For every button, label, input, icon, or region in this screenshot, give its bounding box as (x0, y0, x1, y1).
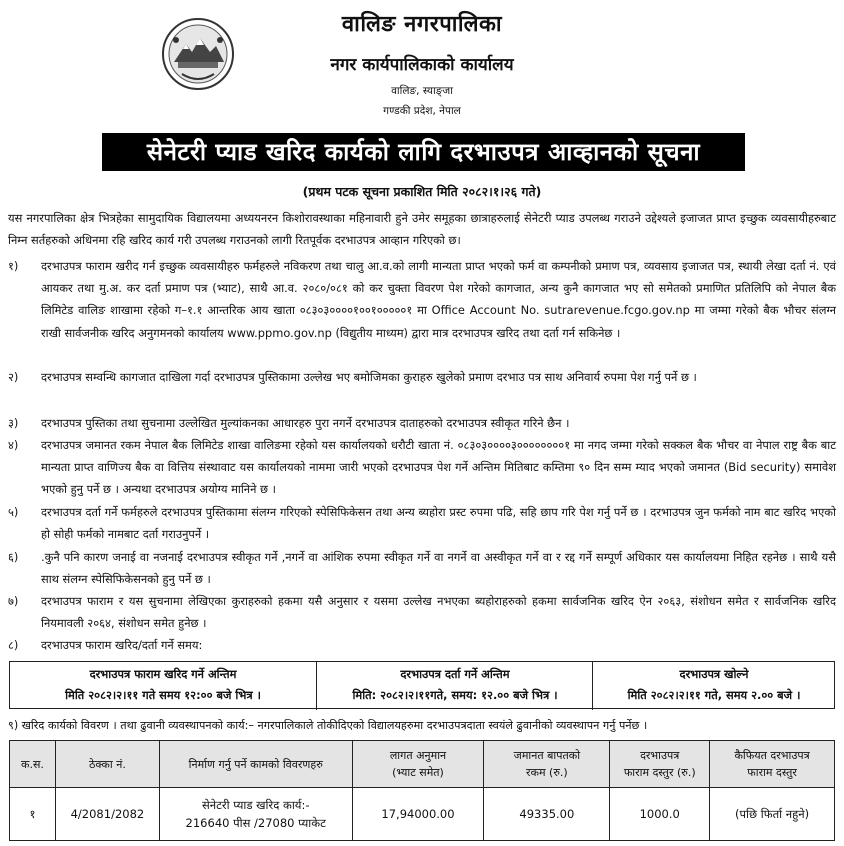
cell-bid-security: 49335.00 (484, 788, 610, 841)
cell-estimate: 17,94000.00 (352, 788, 484, 841)
schedule-label: दरभाउपत्र फाराम खरिद गर्ने अन्तिम (89, 667, 237, 681)
publication-date: (प्रथम पटक सूचना प्रकाशित मिति २०८२।१।२६ गते) (302, 184, 542, 199)
clause-number: ८) (8, 638, 19, 652)
cell-form-fee: 1000.0 (610, 788, 710, 841)
clause-3 (8, 412, 836, 434)
office-address: वालिङ, स्याङ्जा (391, 85, 453, 97)
col-header-description (159, 741, 352, 788)
col-header-estimate (352, 741, 484, 788)
intro-paragraph: यस नगरपालिका क्षेत्र भित्रहेका सामुदायिक विद्यालयमा अध्ययनरन किशोरावस्थाका महिनावारी हुने उमेर समूहका छात्राहरुलाई सेनेटरी प्याड उपलब्ध गराउने उद्देश्यले इजाजत प्राप्त इच्छुक व्यवसायीहरुबाट निम्न सर्तहरुको अधिनमा रहि खरिद कार्य गरी उपलब्ध गराउनको लागी रितपूर्वक दरभाउपत्र आव्हान गरिएको छ। (8, 211, 836, 248)
schedule-value: मिति २०८२।२।११ गते समय १२:०० बजे भित्र । (65, 688, 261, 702)
cell-description: सेनेटरी प्याड खरिद कार्य:- 216640 पीस /27080 प्याकेट (159, 788, 352, 841)
clause-number: ६) (8, 550, 19, 564)
municipality-name: वालिङ नगरपालिका (341, 12, 503, 37)
clause-number: २) (8, 370, 19, 384)
province-name: गण्डकी प्रदेश, नेपाल (383, 105, 461, 117)
schedule-registration-deadline (316, 662, 593, 710)
schedule-value: मिति: २०८२।२।११गते, समय: १२.०० बजे भित्र । (352, 688, 558, 702)
clause-text: दरभाउपत्र पुस्तिका तथा सुचनामा उल्लेखित मुल्यांकनका आधारहरु पुरा नगर्ने दरभाउपत्र दाताहरुको दरभाउपत्र स्वीकृत गरिने छैन । (41, 416, 570, 430)
schedule-value: मिति २०८२।२।११ गते, समय २.०० बजे । (627, 688, 801, 702)
cell-remarks: (पछि फिर्ता नहुने) (710, 788, 835, 841)
clause-text: दरभाउपत्र सम्वन्धि कागजात दाखिला गर्दा दरभाउपत्र पुस्तिकामा उल्लेख भए बमोजिमका कुराहरु खुलेको प्रमाण दरभाउ पत्र साथ अनिवार्य रुपमा पेश गर्नु पर्ने छ । (41, 370, 697, 384)
clause-number: ४) (8, 438, 19, 452)
schedule-purchase-deadline (10, 662, 316, 710)
clause-text: .कुनै पनि कारण जनाई वा नजनाई दरभाउपत्र स्वीकृत गर्ने ,नगर्ने वा आंशिक रुपमा स्वीकृत गर्ने वा नगर्ने वा अस्वीकृत गर्ने वा र रद्द गर्ने सम्पूर्ण अधिकार यस कार्यालयमा निहित रहनेछ । साथै यसै साथ संलग्न स्पेसिफिकेसनको हुनु पर्ने छ । (41, 550, 836, 587)
clause-2 (8, 366, 836, 388)
work-details-table (9, 740, 835, 841)
clause-text: दरभाउपत्र फाराम र यस सुचनामा लेखिएका कुराहरुको हकमा यसै अनुसार र यसमा उल्लेख नभएका ब्यहोराहरुको हकमा सार्वजनिक खरिद ऐन २०६३, संशोधन समेत र सार्वजनिक खरिद नियमावली २०६४, संशोधन समेत हुनेछ । (41, 594, 836, 631)
notice-title-banner: सेनेटरी प्याड खरिद कार्यको लागि दरभाउपत्र आव्हानको सूचना (102, 133, 745, 171)
clause-4 (8, 434, 836, 501)
col-header-remarks (710, 741, 835, 788)
header-text: लागत अनुमान (भ्याट समेत) (389, 749, 447, 779)
col-header-form-fee (610, 741, 710, 788)
header-text: दरभाउपत्र फाराम दस्तुर (रु.) (623, 749, 696, 779)
table-row (10, 788, 835, 841)
col-header-contract-no (55, 741, 159, 788)
clause-number: १) (8, 259, 19, 273)
clause-number: ७) (8, 594, 19, 608)
header-text: निर्माण गर्नु पर्ने कामको विवरणहरु (188, 757, 323, 771)
schedule-box (9, 661, 835, 709)
clause-6 (8, 546, 836, 590)
clause-text: दरभाउपत्र जमानत रकम नेपाल बैक लिमिटेड शाखा वालिङमा रहेको यस कार्यालयको धरौटी खाता नं. ०८३०३००००३००००००००१ मा नगद जम्मा गरेको सक्कल बैक भौचर वा नेपाल राष्ट्र बैक बाट मान्यता प्राप्त वाणिज्य बैक वा वित्तिय संस्थावाट यस कार्यालयको नाममा जारी भएको दरभाउपत्र पेश गर्ने अन्तिम मितिबाट कम्तिमा ९० दिन सम्म म्याद भएको जमानत (Bid security) समावेश भएको हुनु पर्ने छ । अन्यथा दरभाउपत्र अयोग्य मानिने छ । (41, 438, 836, 497)
clause-text: दरभाउपत्र फाराम खरिद/दर्ता गर्ने समय: (41, 638, 203, 652)
clause-text: दरभाउपत्र फाराम खरीद गर्न इच्छुक व्यवसायीहरु फर्महरुले नविकरण तथा चालु आ.व.को लागी मान्यता प्राप्त भएको फर्म वा कम्पनीको प्रमाण पत्र, व्यवसाय इजाजत पत्र, स्थायी लेखा दर्ता नं. एवं आयकर तथा मु.अ. कर दर्ता प्रमाण पत्र (भ्याट), साथै आ.व. २०८०/०८१ को कर चुक्ता विवरण पेश गरेको कागजात, अन्य कुनै कागजात भए सो समेतको प्रमाणित प्रतिलिपि को नेपाल बैक लिमिटेड वालिङ शाखामा रहेको ग–१.१ आन्तरिक आय खाता ०८३०३००००१००१०००००१ मा Office Account No. sutrarevenue.fcgo.gov.np मा जम्मा गरेको बैक भौचर संलग्न राखी सार्वजनीक खरिद अनुगमनको कार्यालय www.ppmo.gov.np (विद्युतीय माध्यम) द्वारा मात्र दरभाउपत्र खरिद तथा दर्ता गर्न सकिनेछ । (41, 259, 836, 340)
header-text: जमानत बापतको रकम (रु.) (513, 749, 581, 779)
table-header-row (10, 741, 835, 788)
office-name: नगर कार्यपालिकाको कार्यालय (330, 55, 514, 75)
cell-contract-no: 4/2081/2082 (55, 788, 159, 841)
clause-7 (8, 590, 836, 634)
clause-8 (8, 634, 836, 656)
col-header-bid-security (484, 741, 610, 788)
header-text: क.स. (21, 757, 44, 771)
clause-9: ९) खरिद कार्यको विवरण । तथा ढुवानी व्यवस्थापनको कार्य:– नगरपालिकाले तोकीदिएको विद्यालयहरुमा दरभाउपत्रदाता स्वयंले ढुवानीको व्यवस्थापन गर्नु पर्नेछ । (8, 719, 648, 732)
clause-number: ५) (8, 505, 19, 519)
clause-1 (8, 255, 836, 344)
header-text: कैफियत दरभाउपत्र फाराम दस्तुर (734, 749, 810, 779)
schedule-label: दरभाउपत्र खोल्ने (679, 667, 749, 681)
schedule-opening-date (592, 662, 835, 710)
clause-number: ३) (8, 416, 19, 430)
clause-5 (8, 501, 836, 545)
col-header-sn (10, 741, 56, 788)
header-text: ठेक्का नं. (89, 757, 126, 771)
clause-text: दरभाउपत्र दर्ता गर्ने फर्महरुले दरभाउपत्र पुस्तिकामा संलग्न गरिएको स्पेसिफिकेसन तथा अन्य ब्यहोरा प्रस्ट रुपमा पढि, सहि छाप गरि पेश गर्नु पर्ने छ । दरभाउपत्र जुन फर्मको नाम बाट खरिद भएको हो सोही फर्मको नामबाट दर्ता गराउनुपर्ने । (41, 505, 836, 542)
cell-sn: १ (10, 788, 56, 841)
schedule-label: दरभाउपत्र दर्ता गर्ने अन्तिम (400, 667, 510, 681)
